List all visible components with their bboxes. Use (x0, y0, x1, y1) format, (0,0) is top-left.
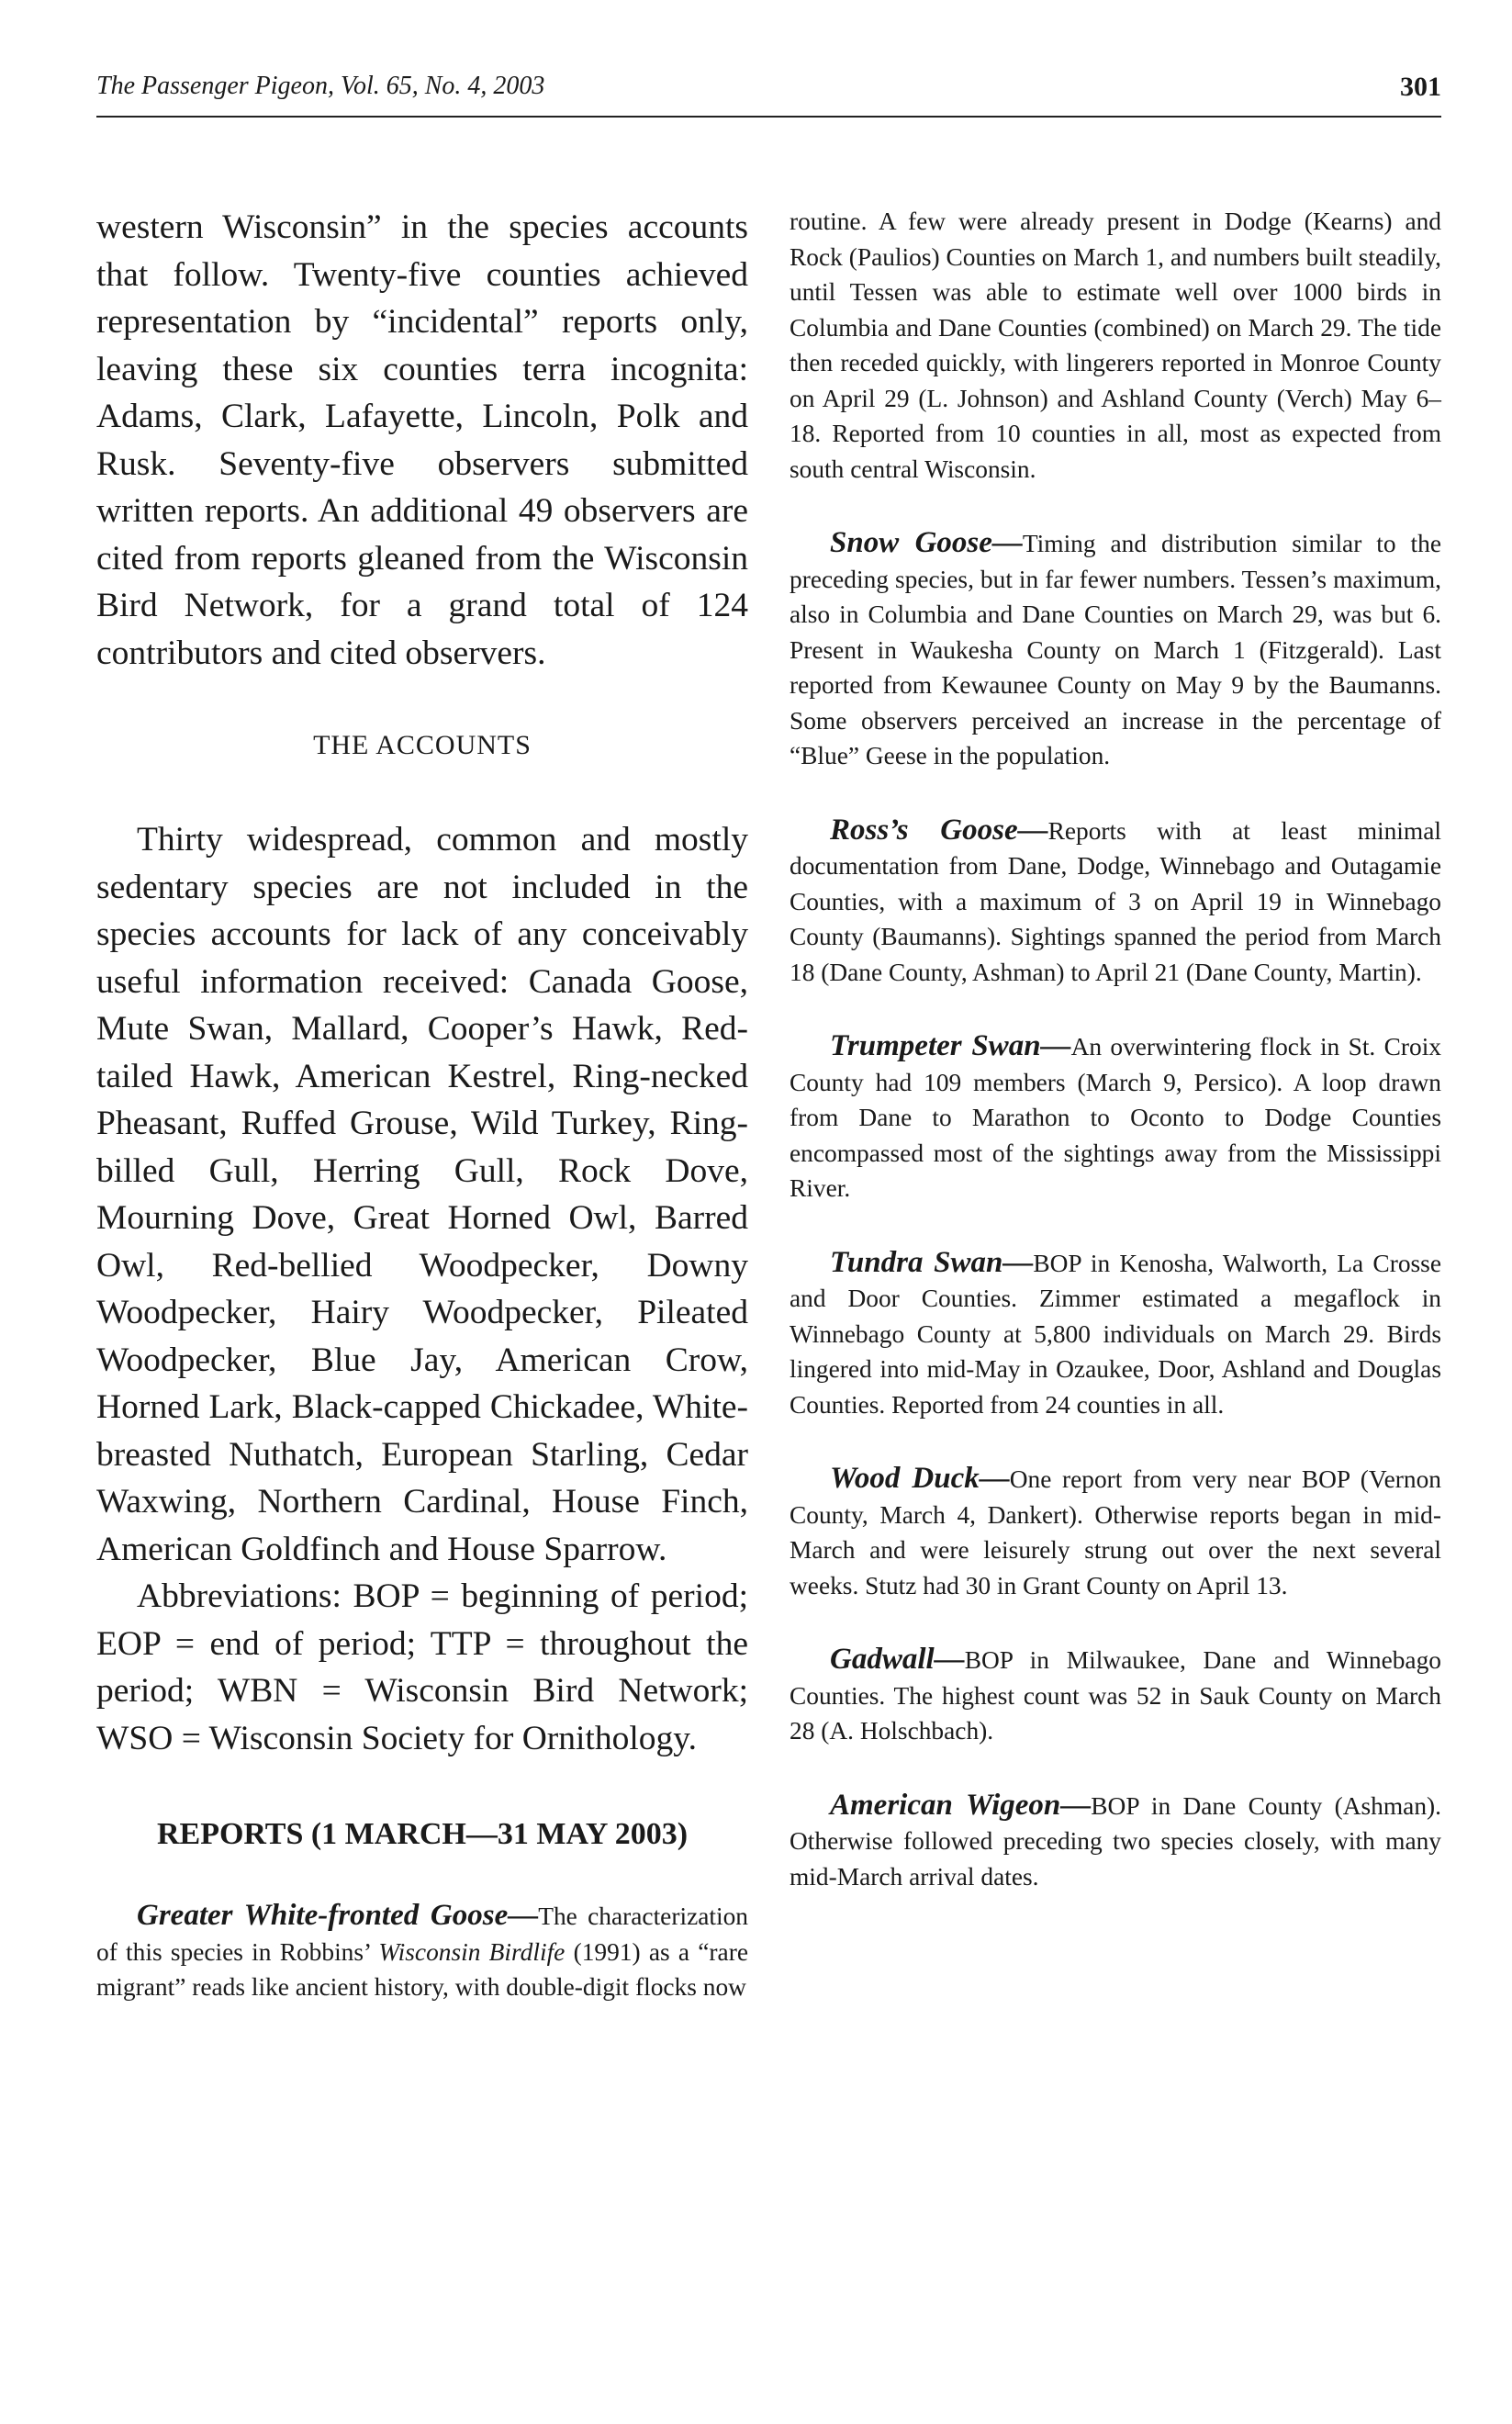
species-account-trumpeter-swan (790, 1028, 1441, 1206)
continuation-paragraph: routine. A few were already present in Dodge (Kearns) and Rock (Paulios) Counties on March 1, and numbers built steadily, until Tessen was able to estimate well over 1000 birds in Columbia and Dane Counties (combined) on March 29. The tide then receded quickly, with lingerers reported in Monroe County on April 29 (L. Johnson) and Ashland County (Verch) May 6–18. Reported from 10 counties in all, most as expected from south central Wisconsin. (790, 208, 1441, 483)
species-account-tundra-swan (790, 1245, 1441, 1423)
species-account-rosss-goose (790, 813, 1441, 991)
journal-citation: The Passenger Pigeon, Vol. 65, No. 4, 2003 (96, 72, 545, 100)
reports-heading: REPORTS (1 MARCH—31 MAY 2003) (156, 1817, 689, 1851)
species-account-gadwall (790, 1642, 1441, 1749)
left-column (96, 204, 748, 2005)
species-name: Wood Duck— (830, 1462, 1010, 1495)
account-text: (1991) as a “rare migrant” reads like ancient history, with double-digit flocks now (96, 1937, 748, 2001)
species-name: Gadwall— (830, 1643, 965, 1676)
species-name: American Wigeon— (830, 1788, 1092, 1822)
intro-paragraph: western Wisconsin” in the species accounts that follow. Twenty-five counties achieved representation by “incidental” reports only, leaving these six counties terra incognita: Adams, Clark, Lafayette, Lincoln, Polk and Rusk. Seventy-five observers submitted written reports. An additional 49 observers are cited from reports gleaned from the Wisconsin Bird Network, for a grand total of 124 contributors and cited observers. (96, 208, 748, 672)
account-text: Reports with at least minimal documentation from Dane, Dodge, Winnebago and Outagamie Counties, with a maximum of 3 on April 19 in Winnebago County (Baumanns). Sightings spanned the period from March 18 (Dane County, Ashman) to April 21 (Dane County, Martin). (790, 816, 1441, 986)
account-text: The characterization of this species in Robbins’ (96, 1902, 748, 1966)
abbreviations-paragraph: Abbreviations: BOP = beginning of period; EOP = end of period; TTP = throughout the period; WBN = Wisconsin Bird Network; WSO = Wisconsin Society for Ornithology. (96, 1577, 748, 1757)
species-name: Greater White-fronted Goose— (137, 1899, 539, 1932)
sedentary-species-paragraph: Thirty widespread, common and mostly sedentary species are not included in the species accounts for lack of any conceivably useful information received: Canada Goose, Mute Swan, Mallard, Cooper’s Hawk, Red-tailed Hawk, American Kestrel, Ring-necked Pheasant, Ruffed Grouse, Wild Turkey, Ring-billed Gull, Herring Gull, Rock Dove, Mourning Dove, Great Horned Owl, Barred Owl, Red-bellied Woodpecker, Downy Woodpecker, Hairy Woodpecker, Pileated Woodpecker, Blue Jay, American Crow, Horned Lark, Black-capped Chickadee, White-breasted Nuthatch, European Starling, Cedar Waxwing, Northern Cardinal, House Finch, American Goldfinch and House Sparrow. (96, 821, 748, 1568)
species-account-american-wigeon (790, 1788, 1441, 1895)
account-text: One report from very near BOP (Vernon County, March 4, Dankert). Otherwise reports began in mid-March and were leisurely strung out over the next several weeks. Stutz had 30 in Grant County on April 13. (790, 1465, 1441, 1599)
book-title: Wisconsin Birdlife (378, 1937, 566, 1966)
species-account-wood-duck (790, 1461, 1441, 1603)
account-text: An overwintering flock in St. Croix County had 109 members (March 9, Persico). A loop drawn from Dane to Marathon to Oconto to Dodge Counties encompassed most of the sightings away from the Mississippi River. (790, 1033, 1441, 1202)
accounts-heading: THE ACCOUNTS (313, 730, 532, 760)
species-account-snow-goose (790, 525, 1441, 774)
account-text: BOP in Dane County (Ashman). Otherwise followed preceding two species closely, with many mid-March arrival dates. (790, 1791, 1441, 1891)
species-name: Ross’s Goose— (830, 813, 1048, 847)
account-text: Timing and distribution similar to the preceding species, but in far fewer numbers. Tessen’s maximum, also in Columbia and Dane Counties on March 29, was but 6. Present in Waukesha County on March 1 (Fitzgerald). Last reported from Kewaunee County on May 9 by the Baumanns. Some observers perceived an increase in the percentage of “Blue” Geese in the population. (790, 530, 1441, 769)
running-header (96, 72, 1441, 112)
species-name: Trumpeter Swan— (830, 1029, 1071, 1062)
header-rule (96, 116, 1441, 118)
account-text: BOP in Milwaukee, Dane and Winnebago Counties. The highest count was 52 in Sauk County on March 28 (A. Holschbach). (790, 1646, 1441, 1745)
species-name: Tundra Swan— (830, 1245, 1034, 1279)
species-account-greater-white-fronted-goose (96, 1898, 748, 2005)
right-column (790, 204, 1441, 1894)
page-number: 301 (1400, 72, 1441, 102)
account-text: BOP in Kenosha, Walworth, La Crosse and Door Counties. Zimmer estimated a megaflock in Winnebago County at 5,800 individuals on March 29. Birds lingered into mid-May in Ozaukee, Door, Ashland and Douglas Counties. Reported from 24 counties in all. (790, 1249, 1441, 1419)
species-name: Snow Goose— (830, 526, 1023, 559)
